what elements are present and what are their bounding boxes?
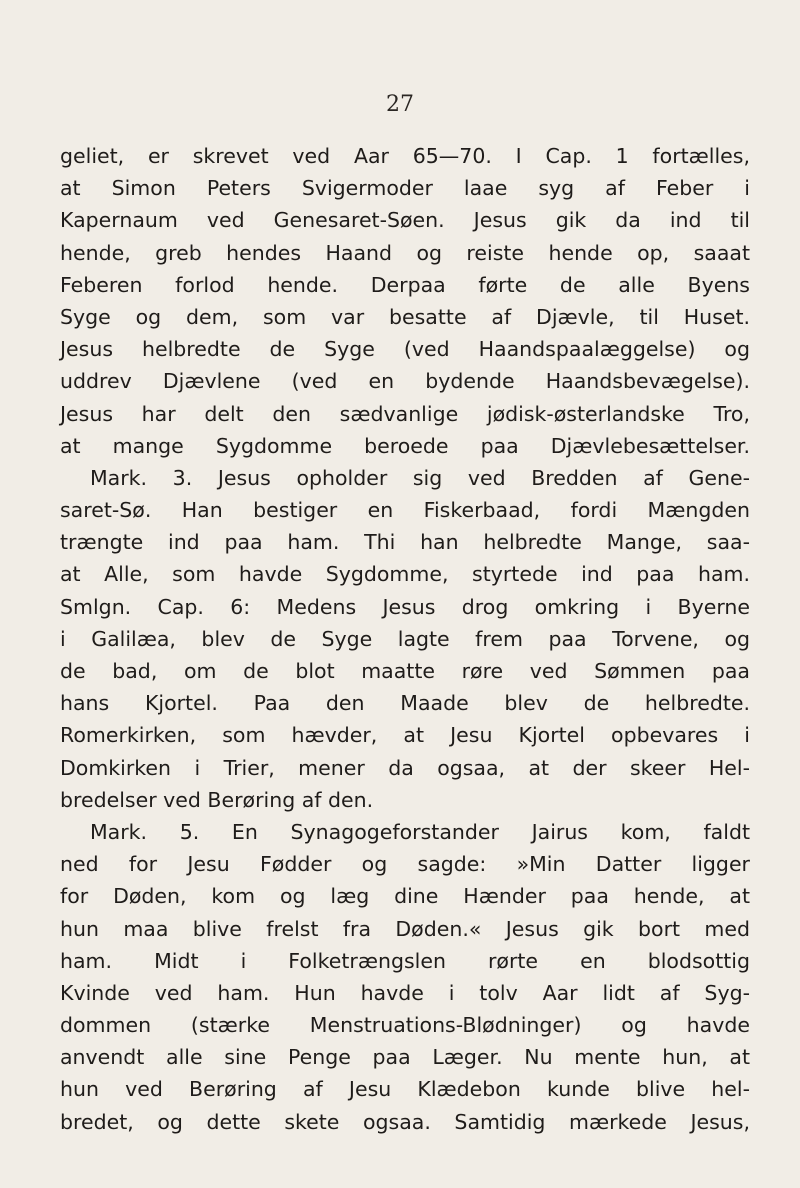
- page-number: 27: [386, 92, 414, 117]
- text-line: for Døden, kom og læg dine Hænder paa hende, at: [60, 884, 750, 909]
- body-text: [60, 140, 750, 1138]
- text-line: geliet, er skrevet ved Aar 65—70. I Cap. 1 fortælles,: [60, 144, 750, 168]
- text-line: saret-Sø. Han bestiger en Fiskerbaad, fordi Mængden: [60, 498, 750, 523]
- text-line: ned for Jesu Fødder og sagde: »Min Datter ligger: [60, 852, 750, 877]
- text-line: Jesus har delt den sædvanlige jødisk-østerlandske Tro,: [60, 401, 750, 426]
- text-line: bredet, og dette skete ogsaa. Samtidig mærkede Jesus,: [60, 1109, 750, 1134]
- text-line: Domkirken i Trier, mener da ogsaa, at der skeer Hel-: [60, 755, 750, 780]
- text-line: Smlgn. Cap. 6: Medens Jesus drog omkring i Byerne: [60, 594, 750, 619]
- text-line: i Galilæa, blev de Syge lagte frem paa Torvene, og: [60, 626, 750, 651]
- text-line: Romerkirken, som hævder, at Jesu Kjortel opbevares i: [60, 723, 750, 748]
- text-line: bredelser ved Berøring af den.: [60, 787, 374, 812]
- text-line: Kapernaum ved Genesaret-Søen. Jesus gik da ind til: [60, 208, 750, 233]
- text-line: hende, greb hendes Haand og reiste hende op, saaat: [60, 240, 750, 265]
- text-line: de bad, om de blot maatte røre ved Sømmen paa: [60, 659, 750, 683]
- text-line: hans Kjortel. Paa den Maade blev de helbredte.: [60, 691, 750, 716]
- text-line: Mark. 3. Jesus opholder sig ved Bredden af Gene-: [90, 465, 750, 490]
- text-line: dommen (stærke Menstruations-Blødninger) og havde: [60, 1013, 750, 1038]
- text-line: Kvinde ved ham. Hun havde i tolv Aar lidt af Syg-: [60, 980, 750, 1005]
- text-line: trængte ind paa ham. Thi han helbredte Mange, saa-: [60, 530, 750, 555]
- text-line: at Simon Peters Svigermoder laae syg af Feber i: [60, 176, 750, 201]
- text-line: uddrev Djævlene (ved en bydende Haandsbevægelse).: [60, 369, 750, 394]
- text-line: Mark. 5. En Synagogeforstander Jairus kom, faldt: [90, 819, 750, 844]
- text-line: hun ved Berøring af Jesu Klædebon kunde blive hel-: [60, 1077, 750, 1102]
- text-line: anvendt alle sine Penge paa Læger. Nu mente hun, at: [60, 1045, 750, 1070]
- text-line: Syge og dem, som var besatte af Djævle, til Huset.: [60, 304, 750, 329]
- text-line: hun maa blive frelst fra Døden.« Jesus gik bort med: [60, 916, 750, 941]
- text-line: ham. Midt i Folketrængslen rørte en blodsottig: [60, 948, 750, 973]
- text-line: Jesus helbredte de Syge (ved Haandspaalæggelse) og: [60, 337, 750, 362]
- text-line: at Alle, som havde Sygdomme, styrtede ind paa ham.: [60, 562, 750, 587]
- text-line: at mange Sygdomme beroede paa Djævlebesættelser.: [60, 433, 750, 458]
- text-line: Feberen forlod hende. Derpaa førte de alle Byens: [60, 272, 750, 297]
